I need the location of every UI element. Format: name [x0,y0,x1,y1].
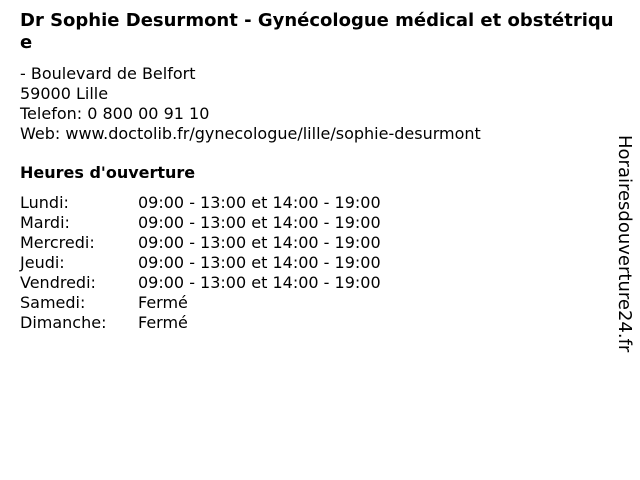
page-title: Dr Sophie Desurmont - Gynécologue médical et obstétrique [20,10,614,53]
day-hours: 09:00 - 13:00 et 14:00 - 19:00 [138,213,381,232]
day-label: Vendredi: [20,273,96,292]
day-label: Jeudi: [20,253,65,272]
day-label: Lundi: [20,193,69,212]
day-label: Dimanche: [20,313,107,332]
hours-row-tuesday [20,213,381,233]
day-label: Mardi: [20,213,70,232]
day-hours: Fermé [138,313,188,332]
opening-hours-table [20,193,381,333]
hours-row-saturday [20,293,381,313]
site-watermark: Horairesdouverture24.fr [614,135,635,353]
phone-number: Telefon: 0 800 00 91 10 [20,104,210,123]
day-hours: Fermé [138,293,188,312]
website-url: Web: www.doctolib.fr/gynecologue/lille/sophie-desurmont [20,124,481,143]
hours-row-friday [20,273,381,293]
hours-heading: Heures d'ouverture [20,163,196,182]
hours-row-monday [20,193,381,213]
street-address: - Boulevard de Belfort [20,64,196,83]
day-hours: 09:00 - 13:00 et 14:00 - 19:00 [138,193,381,212]
day-label: Mercredi: [20,233,95,252]
city-postcode: 59000 Lille [20,84,109,103]
day-label: Samedi: [20,293,86,312]
day-hours: 09:00 - 13:00 et 14:00 - 19:00 [138,253,381,272]
hours-row-sunday [20,313,381,333]
hours-row-thursday [20,253,381,273]
day-hours: 09:00 - 13:00 et 14:00 - 19:00 [138,233,381,252]
hours-row-wednesday [20,233,381,253]
day-hours: 09:00 - 13:00 et 14:00 - 19:00 [138,273,381,292]
contact-block [20,64,481,144]
